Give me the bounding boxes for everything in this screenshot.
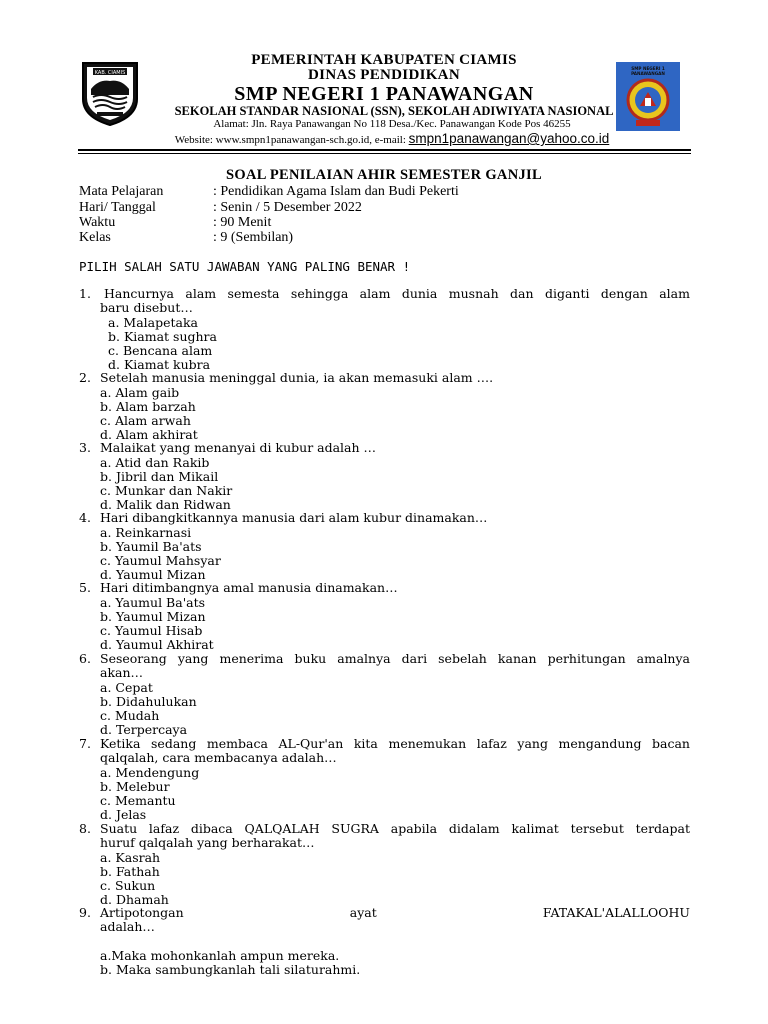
option-c[interactable]: c. Bencana alam xyxy=(108,343,213,358)
option-d[interactable]: d. Terpercaya xyxy=(100,722,188,737)
option-c[interactable]: c. Alam arwah xyxy=(100,413,191,428)
exam-title: SOAL PENILAIAN AHIR SEMESTER GANJIL xyxy=(226,167,542,183)
website-text: Website: www.smpn1panawangan-sch.go.id, e-mail: xyxy=(174,134,406,146)
option-a[interactable]: a. Kasrah xyxy=(100,850,161,865)
question-number: 2. xyxy=(79,370,91,385)
school-status: SEKOLAH STANDAR NASIONAL (SSN), SEKOLAH ADIWIYATA NASIONAL xyxy=(174,104,614,118)
option-a[interactable]: a. Mendengung xyxy=(100,765,200,780)
option-d[interactable]: d. Yaumul Akhirat xyxy=(100,637,214,652)
question-text-cont: adalah… xyxy=(100,919,155,934)
info-key: Mata Pelajaran xyxy=(79,184,164,199)
option-d[interactable]: d. Malik dan Ridwan xyxy=(100,497,231,512)
option-a[interactable]: a. Alam gaib xyxy=(100,385,180,400)
school-contact xyxy=(16,131,768,146)
option-b[interactable]: b. Yaumul Mizan xyxy=(100,609,206,624)
letterhead-divider-thick xyxy=(78,149,691,151)
option-c[interactable]: c. Mudah xyxy=(100,708,160,723)
question-text-cont: baru disebut… xyxy=(100,300,193,315)
question-number: 1. xyxy=(79,286,91,301)
info-value: : 9 (Sembilan) xyxy=(213,230,294,245)
option-c[interactable]: c. Munkar dan Nakir xyxy=(100,483,233,498)
option-d[interactable]: d. Yaumul Mizan xyxy=(100,567,206,582)
info-key: Waktu xyxy=(79,215,116,230)
letterhead-divider-thin xyxy=(78,153,691,154)
svg-text:KAB. CIAMIS: KAB. CIAMIS xyxy=(94,70,126,76)
school-address: Alamat: Jln. Raya Panawangan No 118 Desa./Kec. Panawangan Kode Pos 46255 xyxy=(213,118,571,130)
option-c[interactable]: c. Yaumul Hisab xyxy=(100,623,203,638)
question-number: 3. xyxy=(79,440,91,455)
option-d[interactable]: d. Dhamah xyxy=(100,892,169,907)
option-a[interactable]: a. Cepat xyxy=(100,680,153,695)
question-number: 9. xyxy=(79,905,91,920)
svg-text:PANAWANGAN: PANAWANGAN xyxy=(631,71,665,76)
question-word: FATAKAL'ALALLOOHU xyxy=(542,905,690,920)
question-word: Artipotongan xyxy=(100,905,184,920)
option-b[interactable]: b. Jibril dan Mikail xyxy=(100,469,219,484)
option-b[interactable]: b. Melebur xyxy=(100,779,170,794)
question-text: Setelah manusia meninggal dunia, ia akan memasuki alam …. xyxy=(100,370,494,385)
svg-text:SMP NEGERI 1: SMP NEGERI 1 xyxy=(631,66,665,71)
question-number: 6. xyxy=(79,651,91,666)
question-text: Hari ditimbangnya amal manusia dinamakan… xyxy=(100,580,398,595)
question-number: 4. xyxy=(79,510,91,525)
option-b[interactable]: b. Maka sambungkanlah tali silaturahmi. xyxy=(100,962,361,977)
option-d[interactable]: d. Alam akhirat xyxy=(100,427,198,442)
option-a[interactable]: a.Maka mohonkanlah ampun mereka. xyxy=(100,948,340,963)
question-text: Hari dibangkitkannya manusia dari alam kubur dinamakan… xyxy=(100,510,488,525)
question-number: 5. xyxy=(79,580,91,595)
question-text-cont: akan… xyxy=(100,665,144,680)
question-word: ayat xyxy=(349,905,377,920)
info-key: Hari/ Tanggal xyxy=(79,200,156,215)
info-value: : Senin / 5 Desember 2022 xyxy=(213,200,362,215)
question-text xyxy=(100,906,690,920)
option-a[interactable]: a. Reinkarnasi xyxy=(100,525,192,540)
question-text: Malaikat yang menanyai di kubur adalah … xyxy=(100,440,377,455)
option-c[interactable]: c. Yaumul Mahsyar xyxy=(100,553,221,568)
option-b[interactable]: b. Alam barzah xyxy=(100,399,196,414)
question-text: Ketika sedang membaca AL-Qur'an kita menemukan lafaz yang mengandung bacan xyxy=(100,736,690,751)
option-b[interactable]: b. Yaumil Ba'ats xyxy=(100,539,202,554)
question-text: Suatu lafaz dibaca QALQALAH SUGRA apabila didalam kalimat tersebut terdapat xyxy=(100,821,690,836)
government-name: PEMERINTAH KABUPATEN CIAMIS xyxy=(251,52,517,68)
option-a[interactable]: a. Yaumul Ba'ats xyxy=(100,595,206,610)
option-b[interactable]: b. Didahulukan xyxy=(100,694,197,709)
question-text: Seseorang yang menerima buku amalnya dari sebelah kanan perhitungan amalnya xyxy=(100,651,690,666)
department-name: DINAS PENDIDIKAN xyxy=(308,67,460,83)
question-number: 8. xyxy=(79,821,91,836)
school-name: SMP NEGERI 1 PANAWANGAN xyxy=(234,83,534,105)
option-d[interactable]: d. Kiamat kubra xyxy=(108,357,211,372)
question-text: Hancurnya alam semesta sehingga alam dunia musnah dan diganti dengan alam xyxy=(104,286,690,301)
question-text-cont: qalqalah, cara membacanya adalah… xyxy=(100,750,337,765)
info-value: : Pendidikan Agama Islam dan Budi Pekerti xyxy=(213,184,459,199)
option-a[interactable]: a. Malapetaka xyxy=(108,315,199,330)
info-key: Kelas xyxy=(79,230,111,245)
question-number: 7. xyxy=(79,736,91,751)
option-b[interactable]: b. Kiamat sughra xyxy=(108,329,217,344)
option-d[interactable]: d. Jelas xyxy=(100,807,147,822)
info-value: : 90 Menit xyxy=(213,215,272,230)
option-c[interactable]: c. Memantu xyxy=(100,793,176,808)
question-text-cont: huruf qalqalah yang berharakat… xyxy=(100,835,315,850)
email-link[interactable]: smpn1panawangan@yahoo.co.id xyxy=(408,131,610,146)
option-a[interactable]: a. Atid dan Rakib xyxy=(100,455,210,470)
instruction-text: PILIH SALAH SATU JAWABAN YANG PALING BENAR ! xyxy=(79,259,411,274)
option-c[interactable]: c. Sukun xyxy=(100,878,156,893)
option-b[interactable]: b. Fathah xyxy=(100,864,160,879)
